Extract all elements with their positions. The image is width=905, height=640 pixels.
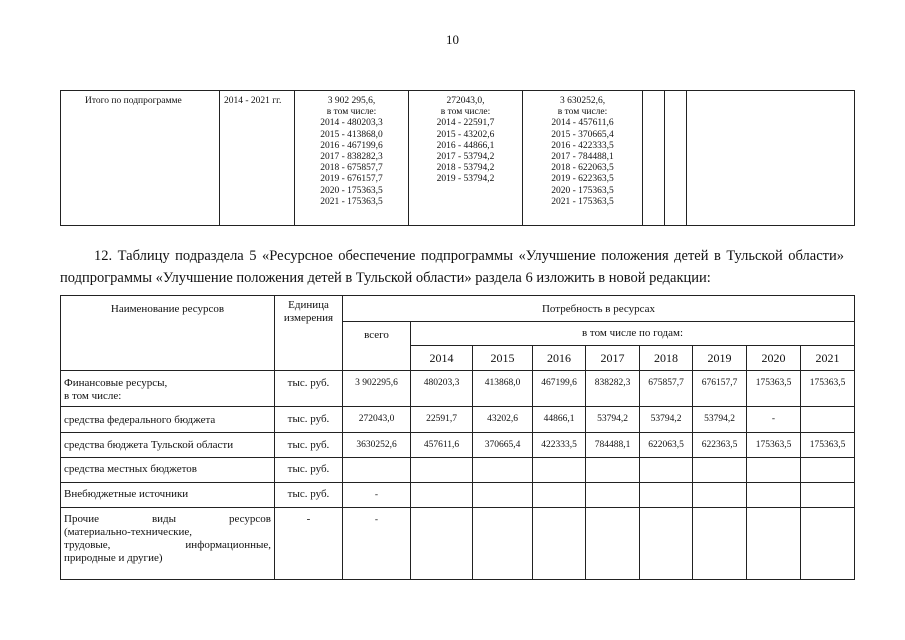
total-year-line: 2017 - 838282,3 <box>320 152 383 163</box>
subprogram-total-table <box>60 90 855 226</box>
row-name: Внебюджетные источники <box>61 483 275 508</box>
row-value: 622063,5 <box>640 433 693 458</box>
table-row <box>61 371 855 407</box>
row-unit: - <box>275 508 343 580</box>
row-value <box>586 458 640 483</box>
row-value: 175363,5 <box>747 433 801 458</box>
row-value <box>747 483 801 508</box>
regional-funding-cell <box>523 91 643 226</box>
row-value <box>533 483 586 508</box>
row-value <box>801 407 855 433</box>
total-year-line: 2019 - 676157,7 <box>320 174 383 185</box>
year-header: 2018 <box>640 346 693 371</box>
row-name-line: природные и другие) <box>64 552 163 564</box>
row-value <box>693 483 747 508</box>
header-resource-need: Потребность в ресурсах <box>343 296 855 322</box>
total-funding-head: 3 902 295,6, <box>327 96 376 106</box>
row-value: 422333,5 <box>533 433 586 458</box>
row-value: 370665,4 <box>473 433 533 458</box>
row-name-line: трудовые, информационные, <box>64 539 271 551</box>
total-funding-sub: в том числе: <box>326 107 377 118</box>
row-name <box>61 508 275 580</box>
total-year-line: 2020 - 175363,5 <box>320 185 383 196</box>
table-row <box>61 508 855 580</box>
row-unit: тыс. руб. <box>275 483 343 508</box>
row-value: 784488,1 <box>586 433 640 458</box>
year-header: 2017 <box>586 346 640 371</box>
regional-funding-sub: в том числе: <box>557 107 608 118</box>
row-value: 43202,6 <box>473 407 533 433</box>
regional-year-line: 2017 - 784488,1 <box>551 152 614 163</box>
regional-year-line: 2021 - 175363,5 <box>551 196 614 207</box>
row-name-line: Финансовые ресурсы, <box>64 377 168 389</box>
row-value <box>801 483 855 508</box>
row-value: - <box>747 407 801 433</box>
year-header: 2020 <box>747 346 801 371</box>
row-value: 53794,2 <box>640 407 693 433</box>
row-total: 3630252,6 <box>343 433 411 458</box>
header-by-years: в том числе по годам: <box>411 322 855 346</box>
federal-year-line: 2014 - 22591,7 <box>436 118 495 129</box>
federal-year-line: 2016 - 44866,1 <box>436 140 495 151</box>
row-value <box>801 458 855 483</box>
resources-table <box>60 295 855 580</box>
year-header: 2014 <box>411 346 473 371</box>
row-value: 622363,5 <box>693 433 747 458</box>
regional-year-line: 2018 - 622063,5 <box>551 163 614 174</box>
empty-cell <box>665 91 687 226</box>
table-row <box>61 483 855 508</box>
table-row <box>61 458 855 483</box>
year-header: 2019 <box>693 346 747 371</box>
row-value <box>473 508 533 580</box>
row-value <box>747 458 801 483</box>
row-total: 272043,0 <box>343 407 411 433</box>
row-value: 53794,2 <box>693 407 747 433</box>
row-value <box>473 483 533 508</box>
row-value <box>473 458 533 483</box>
row-value <box>411 483 473 508</box>
row-name-line: Прочие виды ресурсов <box>64 513 271 525</box>
row-total: 3 902295,6 <box>343 371 411 407</box>
row-value: 838282,3 <box>586 371 640 407</box>
row-value <box>411 458 473 483</box>
row-name <box>61 371 275 407</box>
row-value <box>801 508 855 580</box>
federal-year-line: 2017 - 53794,2 <box>436 152 495 163</box>
row-value: 175363,5 <box>801 371 855 407</box>
federal-year-line: 2015 - 43202,6 <box>436 129 495 140</box>
empty-cell <box>687 91 855 226</box>
row-value: 175363,5 <box>801 433 855 458</box>
subprogram-period: 2014 - 2021 гг. <box>220 91 295 226</box>
year-header: 2016 <box>533 346 586 371</box>
row-value: 675857,7 <box>640 371 693 407</box>
row-name: средства бюджета Тульской области <box>61 433 275 458</box>
total-year-line: 2016 - 467199,6 <box>320 140 383 151</box>
row-value: 676157,7 <box>693 371 747 407</box>
row-value <box>586 483 640 508</box>
row-value: 175363,5 <box>747 371 801 407</box>
table-row <box>61 433 855 458</box>
row-unit: тыс. руб. <box>275 433 343 458</box>
total-year-line: 2021 - 175363,5 <box>320 196 383 207</box>
total-year-line: 2018 - 675857,7 <box>320 163 383 174</box>
row-value <box>693 458 747 483</box>
regional-year-line: 2016 - 422333,5 <box>551 140 614 151</box>
year-header: 2021 <box>801 346 855 371</box>
row-value: 480203,3 <box>411 371 473 407</box>
row-name-line: (материально-технические, <box>64 526 193 538</box>
total-funding-cell <box>295 91 409 226</box>
regional-year-line: 2019 - 622363,5 <box>551 174 614 185</box>
row-total: - <box>343 483 411 508</box>
row-value <box>411 508 473 580</box>
row-name: средства местных бюджетов <box>61 458 275 483</box>
row-value <box>586 508 640 580</box>
federal-year-line: 2019 - 53794,2 <box>436 174 495 185</box>
amendment-paragraph: 12. Таблицу подраздела 5 «Ресурсное обеспечение подпрограммы «Улучшение положения детей в Тульской области» подпрограммы «Улучшение положения детей в Тульской области» раздела 6 изложить в новой редакции: <box>60 248 844 286</box>
row-value <box>693 508 747 580</box>
row-unit: тыс. руб. <box>275 371 343 407</box>
federal-funding-cell <box>409 91 523 226</box>
total-year-line: 2015 - 413868,0 <box>320 129 383 140</box>
row-value <box>640 483 693 508</box>
row-name-line: в том числе: <box>64 390 122 402</box>
header-unit: Единица измерения <box>275 296 343 371</box>
federal-year-line: 2018 - 53794,2 <box>436 163 495 174</box>
row-value <box>533 508 586 580</box>
row-value: 467199,6 <box>533 371 586 407</box>
row-total <box>343 458 411 483</box>
row-unit: тыс. руб. <box>275 458 343 483</box>
row-value <box>640 508 693 580</box>
federal-funding-sub: в том числе: <box>440 107 491 118</box>
regional-funding-head: 3 630252,6, <box>559 96 606 106</box>
header-resource-name: Наименование ресурсов <box>61 296 275 371</box>
row-value <box>533 458 586 483</box>
table-row <box>61 407 855 433</box>
year-header: 2015 <box>473 346 533 371</box>
total-year-line: 2014 - 480203,3 <box>320 118 383 129</box>
row-value: 457611,6 <box>411 433 473 458</box>
row-value: 22591,7 <box>411 407 473 433</box>
regional-year-line: 2014 - 457611,6 <box>551 118 614 129</box>
header-total: всего <box>343 322 411 371</box>
page-number: 10 <box>446 32 459 47</box>
row-value <box>747 508 801 580</box>
regional-year-line: 2015 - 370665,4 <box>551 129 614 140</box>
row-value: 53794,2 <box>586 407 640 433</box>
row-value: 413868,0 <box>473 371 533 407</box>
row-total: - <box>343 508 411 580</box>
row-unit: тыс. руб. <box>275 407 343 433</box>
subprogram-total-label: Итого по подпрограмме <box>61 91 220 226</box>
row-name: средства федерального бюджета <box>61 407 275 433</box>
federal-funding-head: 272043,0, <box>446 96 485 106</box>
row-value: 44866,1 <box>533 407 586 433</box>
row-value <box>640 458 693 483</box>
regional-year-line: 2020 - 175363,5 <box>551 185 614 196</box>
empty-cell <box>643 91 665 226</box>
